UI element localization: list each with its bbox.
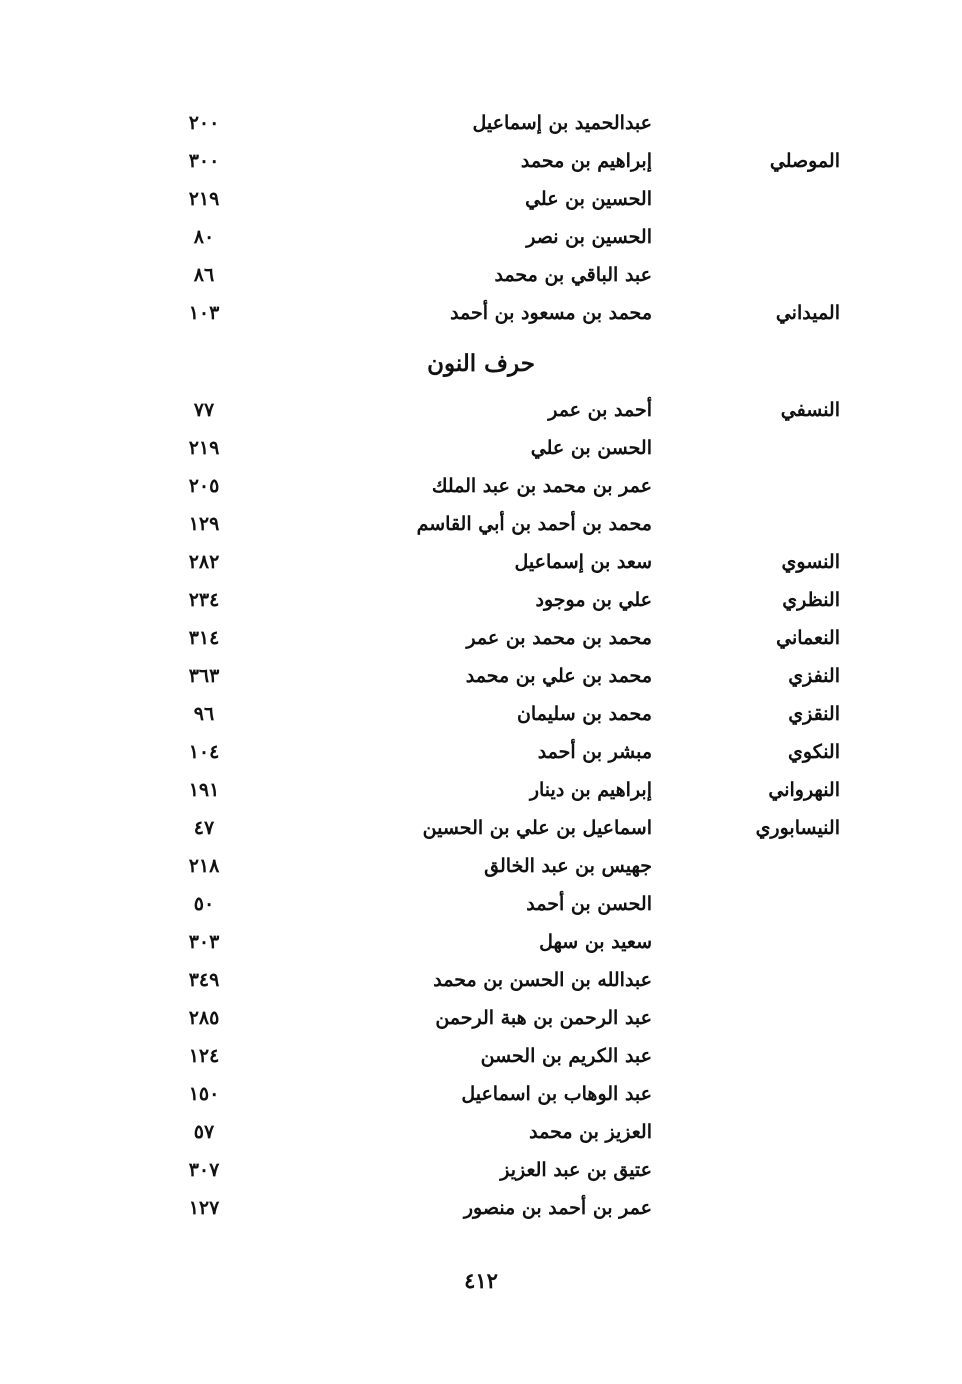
- person-name: عبد الكريم بن الحسن: [480, 1045, 652, 1067]
- page-reference: ١٢٩: [188, 513, 220, 535]
- person-name: الحسين بن نصر: [526, 226, 652, 248]
- page-reference: ٣١٤: [188, 627, 220, 649]
- index-row: [0, 505, 962, 543]
- page-number: ٤١٢: [464, 1268, 498, 1293]
- person-name: عتيق بن عبد العزيز: [500, 1159, 652, 1181]
- index-row: [0, 1151, 962, 1189]
- person-name: عمر بن محمد بن عبد الملك: [431, 475, 652, 497]
- person-name: جهيس بن عبد الخالق: [484, 855, 652, 877]
- page-reference: ١٩١: [188, 779, 220, 801]
- page-reference: ٨٠: [193, 226, 215, 248]
- page-reference: ١٥٠: [188, 1083, 220, 1105]
- index-row: [0, 391, 962, 429]
- index-row: [0, 733, 962, 771]
- nisba-label: الميداني: [775, 302, 840, 324]
- nisba-label: النكوي: [788, 741, 840, 763]
- index-row: [0, 256, 962, 294]
- person-name: عبد الرحمن بن هبة الرحمن: [435, 1007, 652, 1029]
- nisba-label: النيسابوري: [755, 817, 840, 839]
- person-name: مبشر بن أحمد: [537, 741, 652, 763]
- page-reference: ٣٠٧: [188, 1159, 220, 1181]
- nisba-label: النقزي: [788, 703, 840, 725]
- person-name: عبد الباقي بن محمد: [494, 264, 652, 286]
- index-row: [0, 467, 962, 505]
- person-name: محمد بن محمد بن عمر: [466, 627, 652, 649]
- person-name: الحسن بن أحمد: [526, 893, 652, 915]
- index-row: [0, 657, 962, 695]
- page-reference: ٤٧: [193, 817, 215, 839]
- index-row: [0, 885, 962, 923]
- page-reference: ٢٨٢: [188, 551, 220, 573]
- index-row: [0, 999, 962, 1037]
- person-name: محمد بن أحمد بن أبي القاسم: [416, 513, 652, 535]
- index-row: [0, 218, 962, 256]
- page-reference: ٨٦: [193, 264, 215, 286]
- index-row: [0, 581, 962, 619]
- person-name: عمر بن أحمد بن منصور: [463, 1197, 652, 1219]
- person-name: أحمد بن عمر: [548, 399, 652, 421]
- index-row: [0, 695, 962, 733]
- person-name: محمد بن سليمان: [516, 703, 652, 725]
- page-reference: ٩٦: [193, 703, 215, 725]
- page-reference: ٥٠: [193, 893, 215, 915]
- page-reference: ٢٣٤: [188, 589, 220, 611]
- person-name: الحسن بن علي: [530, 437, 652, 459]
- person-name: العزيز بن محمد: [529, 1121, 652, 1143]
- page-reference: ٣٦٣: [188, 665, 220, 687]
- index-row: [0, 180, 962, 218]
- page-reference: ٢١٨: [188, 855, 220, 877]
- index-row: [0, 1113, 962, 1151]
- index-row: [0, 923, 962, 961]
- index-row: [0, 543, 962, 581]
- index-row: [0, 294, 962, 332]
- index-row: [0, 142, 962, 180]
- page-reference: ٢١٩: [188, 437, 220, 459]
- person-name: عبد الوهاب بن اسماعيل: [461, 1083, 652, 1105]
- index-row: [0, 771, 962, 809]
- index-row: [0, 961, 962, 999]
- page-reference: ٣٠٣: [188, 931, 220, 953]
- person-name: إبراهيم بن محمد: [520, 150, 652, 172]
- nisba-label: النعماني: [776, 627, 840, 649]
- page-reference: ٥٧: [193, 1121, 215, 1143]
- page-reference: ١٠٤: [188, 741, 220, 763]
- nisba-label: النظري: [782, 589, 840, 611]
- section-heading: حرف النون: [427, 350, 535, 377]
- index-row: [0, 104, 962, 142]
- index-row: [0, 1037, 962, 1075]
- index-row: [0, 1075, 962, 1113]
- page-reference: ١٠٣: [188, 302, 220, 324]
- nisba-label: النسفي: [780, 399, 840, 421]
- person-name: عبدالحميد بن إسماعيل: [472, 112, 652, 134]
- page-reference: ٣٠٠: [188, 150, 220, 172]
- person-name: علي بن موجود: [535, 589, 652, 611]
- page-reference: ٢٨٥: [188, 1007, 220, 1029]
- person-name: سعد بن إسماعيل: [514, 551, 652, 573]
- index-row: [0, 619, 962, 657]
- index-row: [0, 429, 962, 467]
- nisba-label: النفزي: [788, 665, 840, 687]
- index-row: [0, 847, 962, 885]
- page-reference: ١٢٤: [188, 1045, 220, 1067]
- page-reference: ٢١٩: [188, 188, 220, 210]
- page-reference: ٢٠٠: [188, 112, 220, 134]
- page-reference: ٣٤٩: [188, 969, 220, 991]
- person-name: محمد بن علي بن محمد: [465, 665, 652, 687]
- person-name: سعيد بن سهل: [539, 931, 652, 953]
- index-row: [0, 809, 962, 847]
- person-name: محمد بن مسعود بن أحمد: [450, 302, 652, 324]
- person-name: عبدالله بن الحسن بن محمد: [433, 969, 652, 991]
- page-reference: ١٢٧: [188, 1197, 220, 1219]
- nisba-label: الموصلي: [769, 150, 840, 172]
- page-reference: ٢٠٥: [188, 475, 220, 497]
- page-reference: ٧٧: [193, 399, 215, 421]
- person-name: الحسين بن علي: [525, 188, 652, 210]
- person-name: إبراهيم بن دينار: [529, 779, 652, 801]
- person-name: اسماعيل بن علي بن الحسين: [422, 817, 652, 839]
- nisba-label: النهرواني: [768, 779, 840, 801]
- index-row: [0, 1189, 962, 1227]
- nisba-label: النسوي: [781, 551, 840, 573]
